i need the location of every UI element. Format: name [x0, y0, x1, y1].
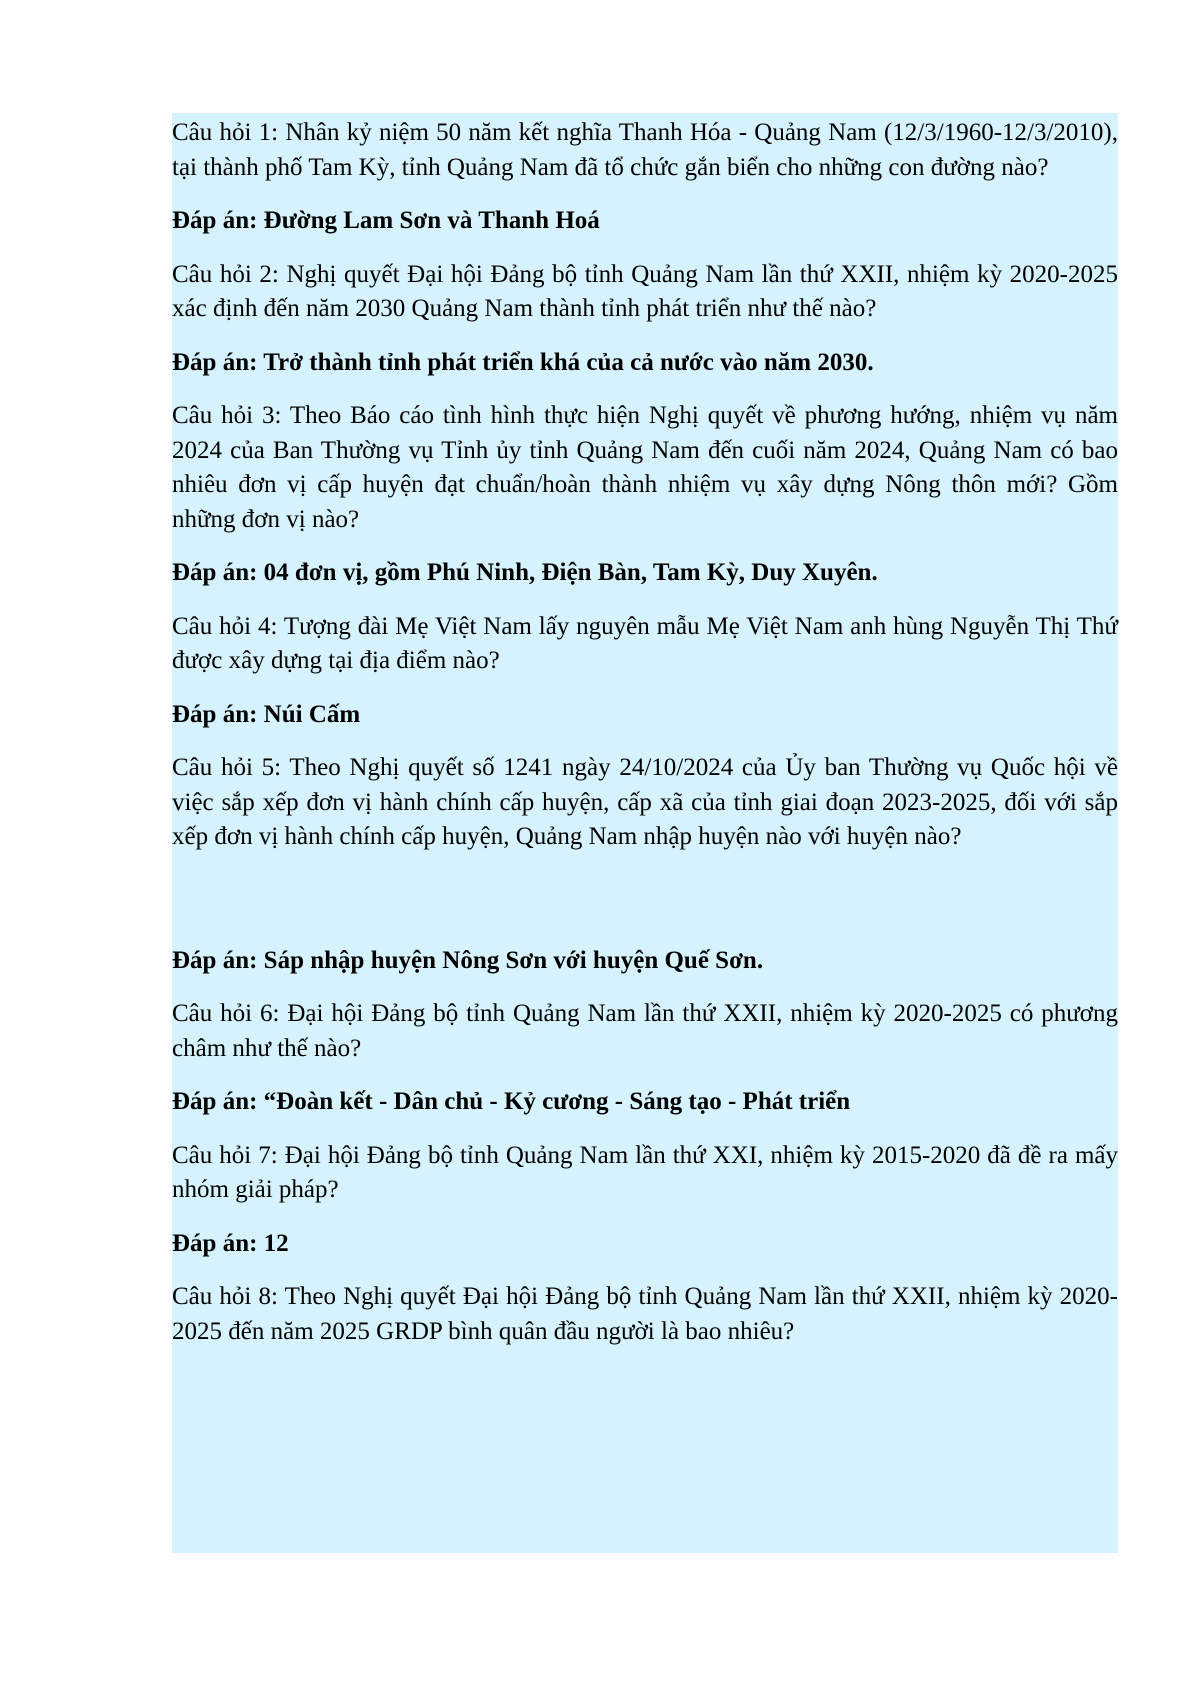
question-5: Câu hỏi 5: Theo Nghị quyết số 1241 ngày 24/10/2024 của Ủy ban Thường vụ Quốc hội về việc sắp xếp đơn vị hành chính cấp huyện, cấp xã của tỉnh giai đoạn 2023-2025, đối với sắp xếp đơn vị hành chính cấp huyện, Quảng Nam nhập huyện nào với huyện nào? [172, 754, 1118, 850]
question-7: Câu hỏi 7: Đại hội Đảng bộ tỉnh Quảng Nam lần thứ XXI, nhiệm kỳ 2015-2020 đã đề ra mấy nhóm giải pháp? [172, 1141, 1118, 1203]
answer-3: Đáp án: 04 đơn vị, gồm Phú Ninh, Điện Bàn, Tam Kỳ, Duy Xuyên. [172, 559, 878, 586]
question-8: Câu hỏi 8: Theo Nghị quyết Đại hội Đảng bộ tỉnh Quảng Nam lần thứ XXII, nhiệm kỳ 2020-2025 đến năm 2025 GRDP bình quân đầu người là bao nhiêu? [172, 1283, 1118, 1345]
question-1: Câu hỏi 1: Nhân kỷ niệm 50 năm kết nghĩa Thanh Hóa - Quảng Nam (12/3/1960-12/3/2010), tại thành phố Tam Kỳ, tỉnh Quảng Nam đã tổ chức gắn biển cho những con đường nào? [172, 119, 1118, 181]
answer-6: Đáp án: “Đoàn kết - Dân chủ - Kỷ cương - Sáng tạo - Phát triển [172, 1088, 851, 1115]
answer-5: Đáp án: Sáp nhập huyện Nông Sơn với huyện Quế Sơn. [172, 946, 764, 974]
question-6: Câu hỏi 6: Đại hội Đảng bộ tỉnh Quảng Nam lần thứ XXII, nhiệm kỳ 2020-2025 có phương châm như thế nào? [172, 1000, 1118, 1062]
question-4: Câu hỏi 4: Tượng đài Mẹ Việt Nam lấy nguyên mẫu Mẹ Việt Nam anh hùng Nguyễn Thị Thứ được xây dựng tại địa điểm nào? [172, 612, 1118, 674]
answer-2: Đáp án: Trở thành tỉnh phát triển khá của cả nước vào năm 2030. [172, 348, 874, 376]
question-2: Câu hỏi 2: Nghị quyết Đại hội Đảng bộ tỉnh Quảng Nam lần thứ XXII, nhiệm kỳ 2020-2025 xác định đến năm 2030 Quảng Nam thành tỉnh phát triển như thế nào? [172, 260, 1118, 322]
qa-list [172, 116, 1118, 1368]
answer-4: Đáp án: Núi Cấm [172, 700, 361, 728]
answer-1: Đáp án: Đường Lam Sơn và Thanh Hoá [172, 207, 600, 234]
answer-7: Đáp án: 12 [172, 1229, 289, 1257]
question-3: Câu hỏi 3: Theo Báo cáo tình hình thực hiện Nghị quyết về phương hướng, nhiệm vụ năm 2024 của Ban Thường vụ Tỉnh ủy tỉnh Quảng Nam đến cuối năm 2024, Quảng Nam có bao nhiêu đơn vị cấp huyện đạt chuẩn/hoàn thành nhiệm vụ xây dựng Nông thôn mới? Gồm những đơn vị nào? [172, 402, 1118, 533]
